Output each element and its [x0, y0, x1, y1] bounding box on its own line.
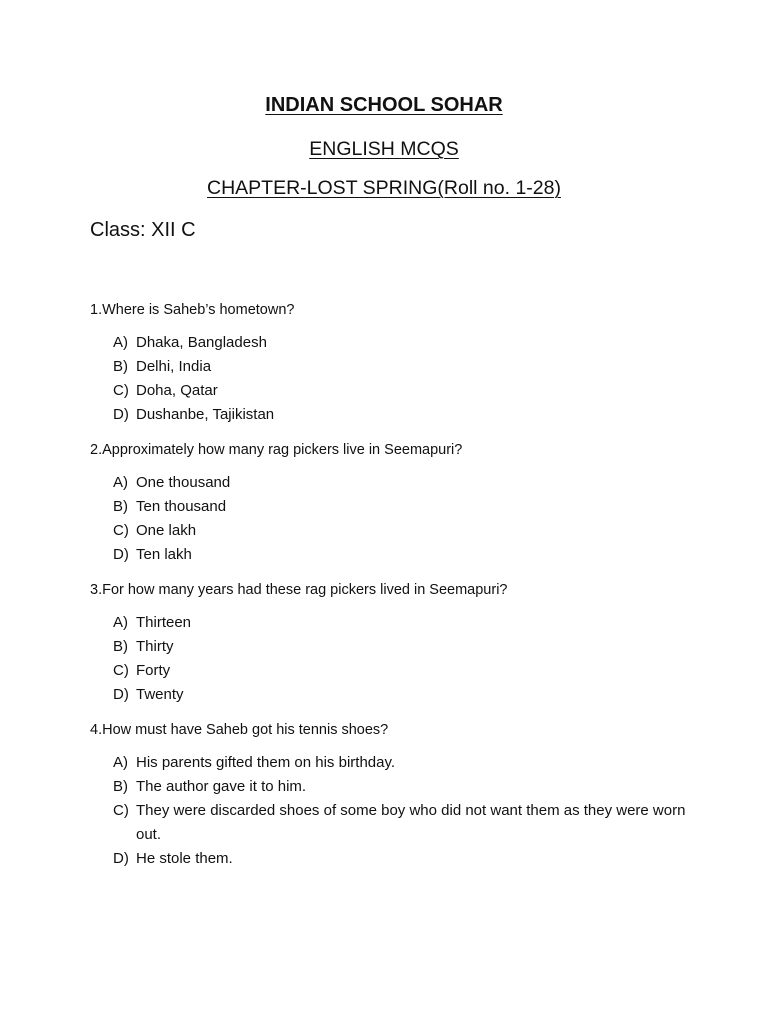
question-1-options — [113, 331, 693, 427]
option-letter: C) — [113, 662, 129, 679]
class-label: Class: XII C — [90, 219, 196, 241]
option-item — [113, 403, 693, 427]
option-item — [113, 775, 693, 799]
question-1: 1.Where is Saheb’s hometown? — [90, 302, 295, 318]
option-letter: A) — [113, 474, 128, 491]
option-text: One thousand — [136, 474, 231, 491]
option-item — [113, 519, 693, 543]
option-item — [113, 659, 693, 683]
option-item — [113, 471, 693, 495]
school-title: INDIAN SCHOOL SOHAR — [265, 94, 503, 116]
option-item — [113, 799, 693, 847]
option-text: Forty — [136, 662, 171, 679]
option-item — [113, 611, 693, 635]
option-text: Thirty — [136, 638, 174, 655]
option-text: The author gave it to him. — [136, 778, 307, 795]
chapter-title: CHAPTER-LOST SPRING(Roll no. 1-28) — [207, 177, 561, 199]
option-letter: A) — [113, 754, 128, 771]
option-text: Doha, Qatar — [136, 382, 218, 399]
question-2: 2.Approximately how many rag pickers live in Seemapuri? — [90, 442, 463, 458]
question-2-options — [113, 471, 693, 567]
option-item — [113, 355, 693, 379]
option-text: Ten lakh — [136, 546, 192, 563]
subject-title: ENGLISH MCQS — [309, 138, 459, 160]
option-item — [113, 495, 693, 519]
option-item — [113, 379, 693, 403]
option-letter: D) — [113, 850, 129, 867]
question-4-options — [113, 751, 693, 871]
option-letter: B) — [113, 498, 128, 515]
option-item — [113, 635, 693, 659]
option-letter: A) — [113, 614, 128, 631]
option-letter: D) — [113, 546, 129, 563]
option-letter: C) — [113, 802, 129, 819]
option-letter: A) — [113, 334, 128, 351]
option-text: Twenty — [136, 686, 184, 703]
option-item — [113, 683, 693, 707]
option-item — [113, 751, 693, 775]
option-text: Dushanbe, Tajikistan — [136, 406, 275, 423]
option-letter: B) — [113, 358, 128, 375]
option-letter: C) — [113, 522, 129, 539]
question-3: 3.For how many years had these rag pickers lived in Seemapuri? — [90, 582, 508, 598]
question-3-options — [113, 611, 693, 707]
option-item — [113, 331, 693, 355]
option-text: Dhaka, Bangladesh — [136, 334, 267, 351]
option-letter: B) — [113, 638, 128, 655]
option-text: Ten thousand — [136, 498, 227, 515]
option-letter: C) — [113, 382, 129, 399]
option-text: One lakh — [136, 522, 197, 539]
option-text: Thirteen — [136, 614, 192, 631]
option-text: Delhi, India — [136, 358, 212, 375]
option-letter: D) — [113, 406, 129, 423]
option-text: His parents gifted them on his birthday. — [136, 754, 396, 771]
option-letter: B) — [113, 778, 128, 795]
question-4: 4.How must have Saheb got his tennis shoes? — [90, 722, 389, 738]
option-item — [113, 543, 693, 567]
option-text: He stole them. — [136, 850, 233, 867]
option-text: They were discarded shoes of some boy who did not want them as they were worn out. — [136, 802, 686, 843]
option-item — [113, 847, 693, 871]
option-letter: D) — [113, 686, 129, 703]
